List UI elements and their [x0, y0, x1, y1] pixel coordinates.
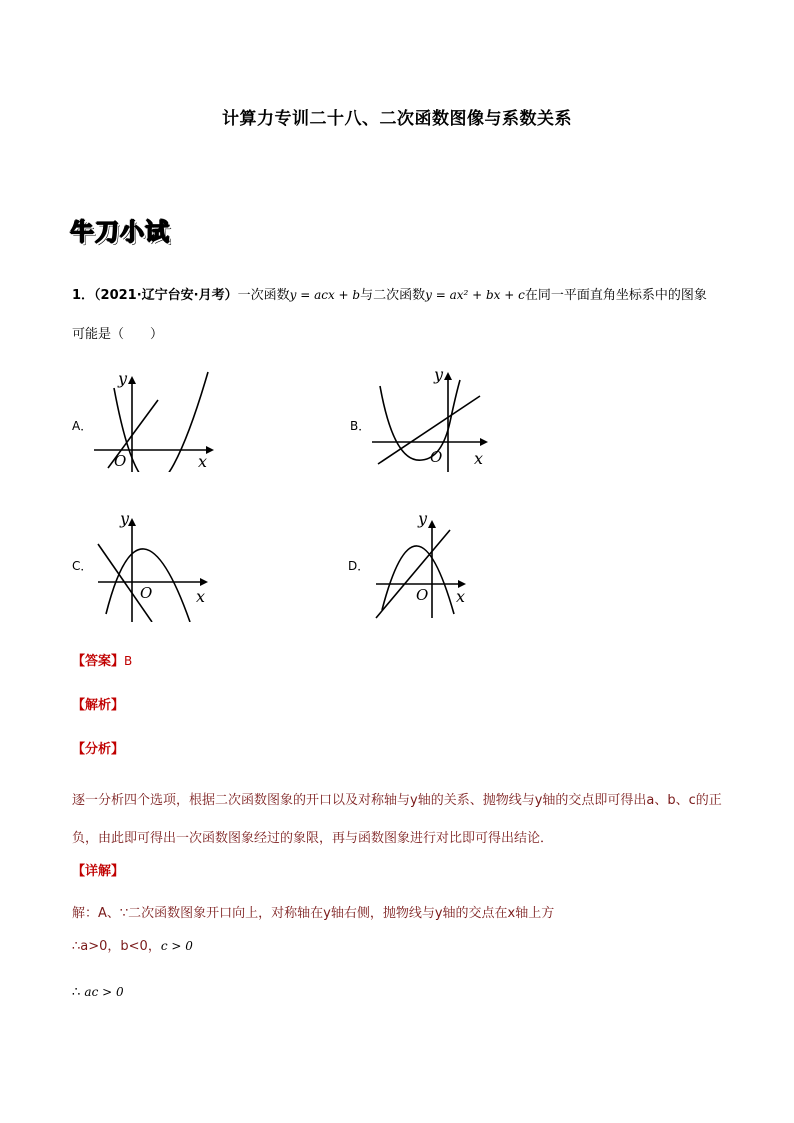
answer-row: [72, 650, 132, 669]
detail-line-2-math: c > 0: [160, 939, 193, 953]
option-b-graph: [372, 364, 498, 472]
detail-line-3: [72, 982, 732, 1003]
answer-label: 【答案】: [72, 654, 125, 669]
y-axis-label: y: [418, 510, 428, 528]
option-d-label: D．: [348, 559, 370, 573]
question-text-c: 在同一平面直角坐标系中的图象: [524, 288, 707, 303]
question-line-2: 可能是（ ）: [72, 327, 164, 342]
fenxi-label: 【分析】: [72, 742, 125, 757]
y-axis-label: y: [120, 510, 130, 528]
origin-label: O: [140, 584, 153, 602]
analysis-label: 【解析】: [72, 698, 125, 713]
linear-equation: y = acx + b: [289, 288, 361, 302]
y-axis-label: y: [118, 369, 128, 388]
question-number: 1．: [72, 288, 95, 303]
option-a-graph: [94, 368, 220, 472]
fenxi-text: 逐一分析四个选项，根据二次函数图象的开口以及对称轴与y轴的关系、抛物线与y轴的交点即可得出a、b、c的正负，由此即可得出一次函数图象经过的象限，再与函数图象进行对比即可得出结论．: [72, 793, 722, 846]
option-d-graph: [372, 510, 498, 622]
x-axis-label: x: [198, 452, 208, 471]
detail-line-3-prefix: ∴: [72, 985, 81, 1000]
question-text-b: 与二次函数: [360, 288, 426, 303]
question-text-a: 一次函数: [237, 288, 290, 303]
answer-value: B: [124, 654, 133, 668]
detail-line-2: [72, 936, 732, 957]
origin-label: O: [114, 452, 127, 470]
question-1: [72, 285, 732, 306]
detail-line-2-prefix: ∴a>0，b<0，: [72, 939, 161, 954]
origin-label: O: [430, 448, 443, 466]
section-heading: 牛刀小试: [70, 218, 170, 246]
page-title: 计算力专训二十八、二次函数图像与系数关系: [222, 109, 572, 129]
option-c-graph: [94, 510, 220, 622]
origin-label: O: [416, 586, 429, 604]
option-a-label: A．: [72, 419, 93, 433]
x-axis-label: x: [456, 587, 466, 606]
detail-label: 【详解】: [72, 864, 125, 879]
x-axis-label: x: [196, 587, 206, 606]
option-b-label: B．: [350, 419, 371, 433]
x-axis-label: x: [474, 449, 484, 468]
option-c-label: C．: [72, 559, 93, 573]
detail-line-1: 解：A、∵二次函数图象开口向上，对称轴在y轴右侧，抛物线与y轴的交点在x轴上方: [72, 906, 555, 921]
detail-line-3-math: ac > 0: [84, 985, 124, 999]
quadratic-equation: y = ax² + bx + c: [425, 288, 525, 302]
y-axis-label: y: [434, 365, 444, 384]
question-source: （2021·辽宁台安·月考）: [94, 288, 238, 303]
